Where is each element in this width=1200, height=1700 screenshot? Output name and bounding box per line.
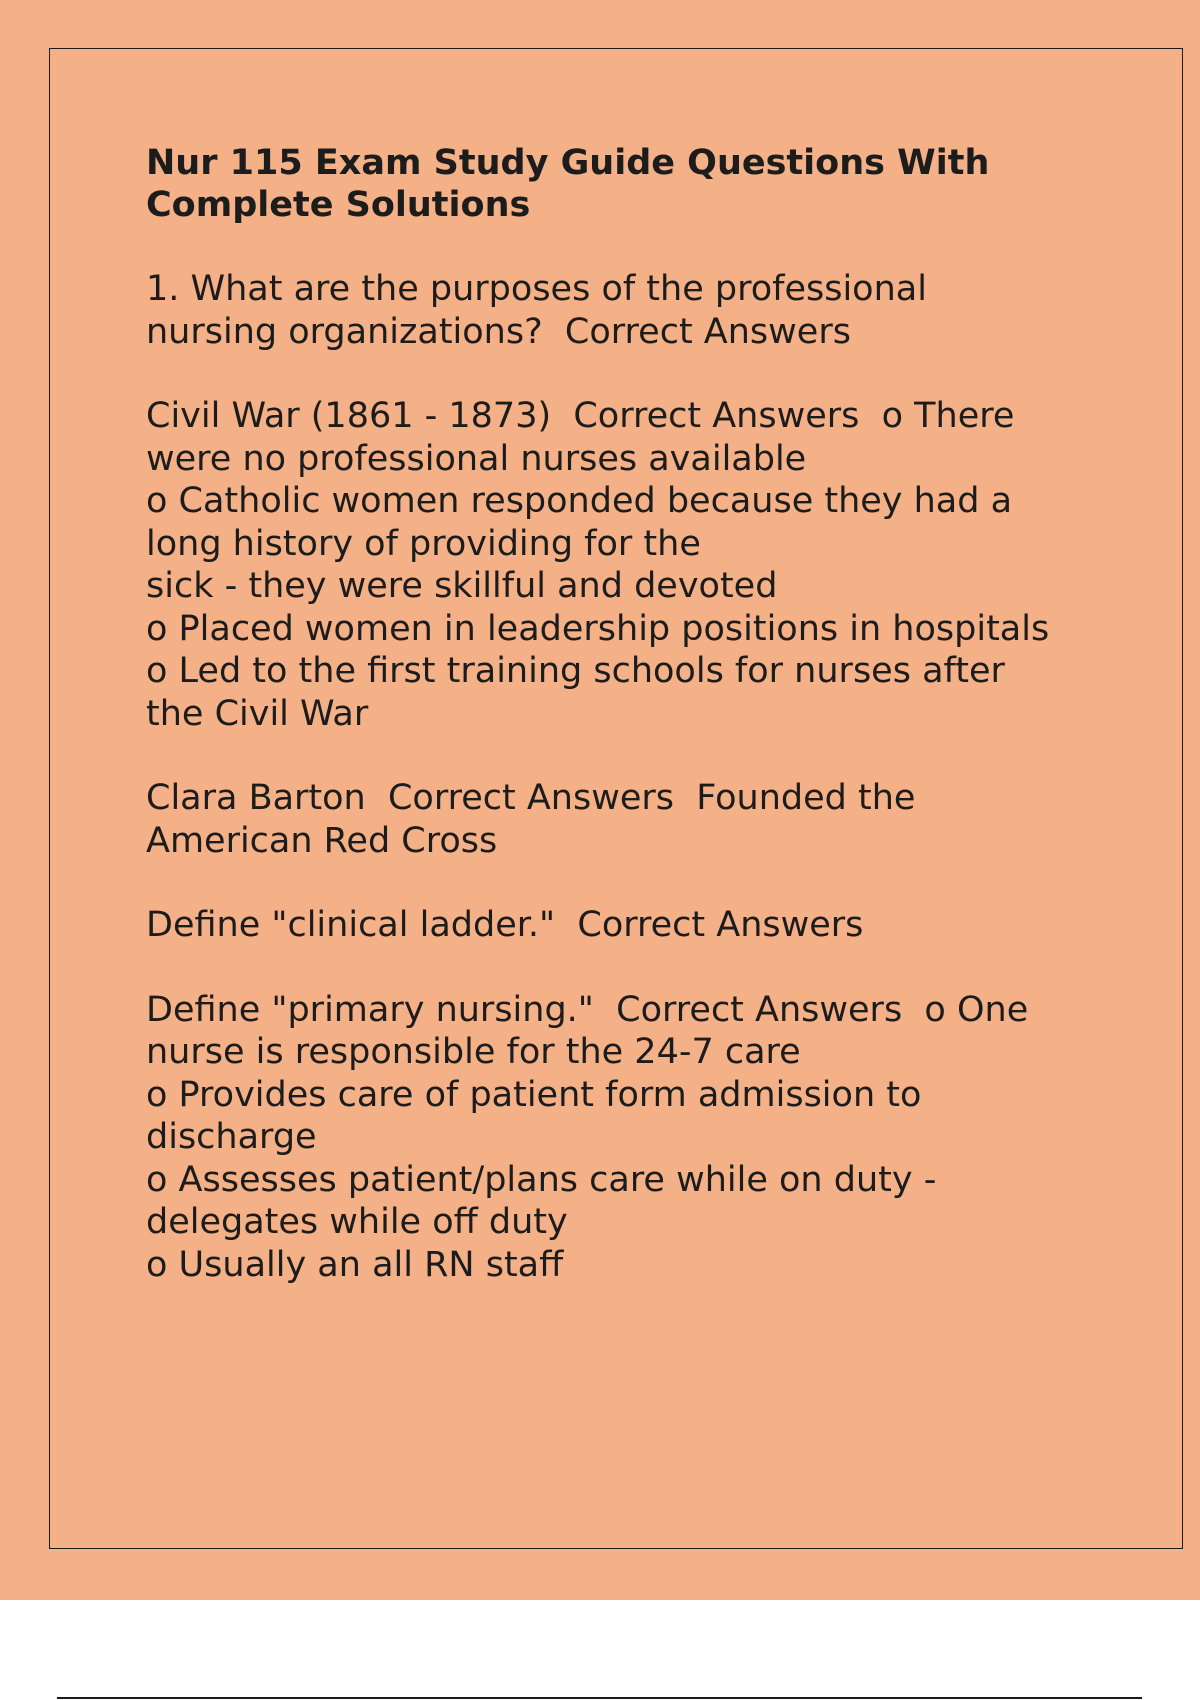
- text-line: o Led to the first training schools for nurses after: [146, 651, 1005, 691]
- text-line: Civil War (1861 - 1873) Correct Answers o There: [146, 396, 1015, 436]
- text-line: o Assesses patient/plans care while on duty -: [146, 1159, 937, 1200]
- text-line: o Placed women in leadership positions in hospitals: [146, 608, 1050, 649]
- text-line: sick - they were skillful and devoted: [146, 566, 778, 606]
- question-block-clinical-ladder: [146, 904, 1106, 947]
- text-line: nurse is responsible for the 24-7 care: [146, 1032, 801, 1072]
- document-title: [146, 142, 1106, 226]
- question-block-primary-nursing: [146, 989, 1106, 1287]
- question-block-civil-war: [146, 395, 1106, 735]
- title-line: Nur 115 Exam Study Guide Questions With: [146, 143, 990, 183]
- title-line: Complete Solutions: [146, 185, 531, 225]
- question-block-clara-barton: [146, 777, 1106, 862]
- document-body: [146, 142, 1106, 1328]
- text-line: the Civil War: [146, 693, 369, 734]
- text-line: o Usually an all RN staff: [146, 1244, 564, 1285]
- text-line: 1. What are the purposes of the professional: [146, 269, 927, 309]
- question-block-purposes: [146, 268, 1106, 353]
- text-line: o Catholic women responded because they had a: [146, 481, 1013, 521]
- text-line: Define "primary nursing." Correct Answers o One: [146, 989, 1029, 1030]
- footer-divider: [57, 1697, 1142, 1699]
- text-line: Clara Barton Correct Answers Founded the: [146, 778, 916, 818]
- text-line: delegates while off duty: [146, 1202, 568, 1242]
- text-line: American Red Cross: [146, 820, 498, 861]
- text-line: discharge: [146, 1117, 317, 1157]
- text-line: o Provides care of patient form admission to: [146, 1074, 922, 1115]
- text-line: nursing organizations? Correct Answers: [146, 311, 851, 352]
- text-line: long history of providing for the: [146, 523, 701, 564]
- text-line: Define "clinical ladder." Correct Answers: [146, 905, 864, 945]
- text-line: were no professional nurses available: [146, 438, 807, 479]
